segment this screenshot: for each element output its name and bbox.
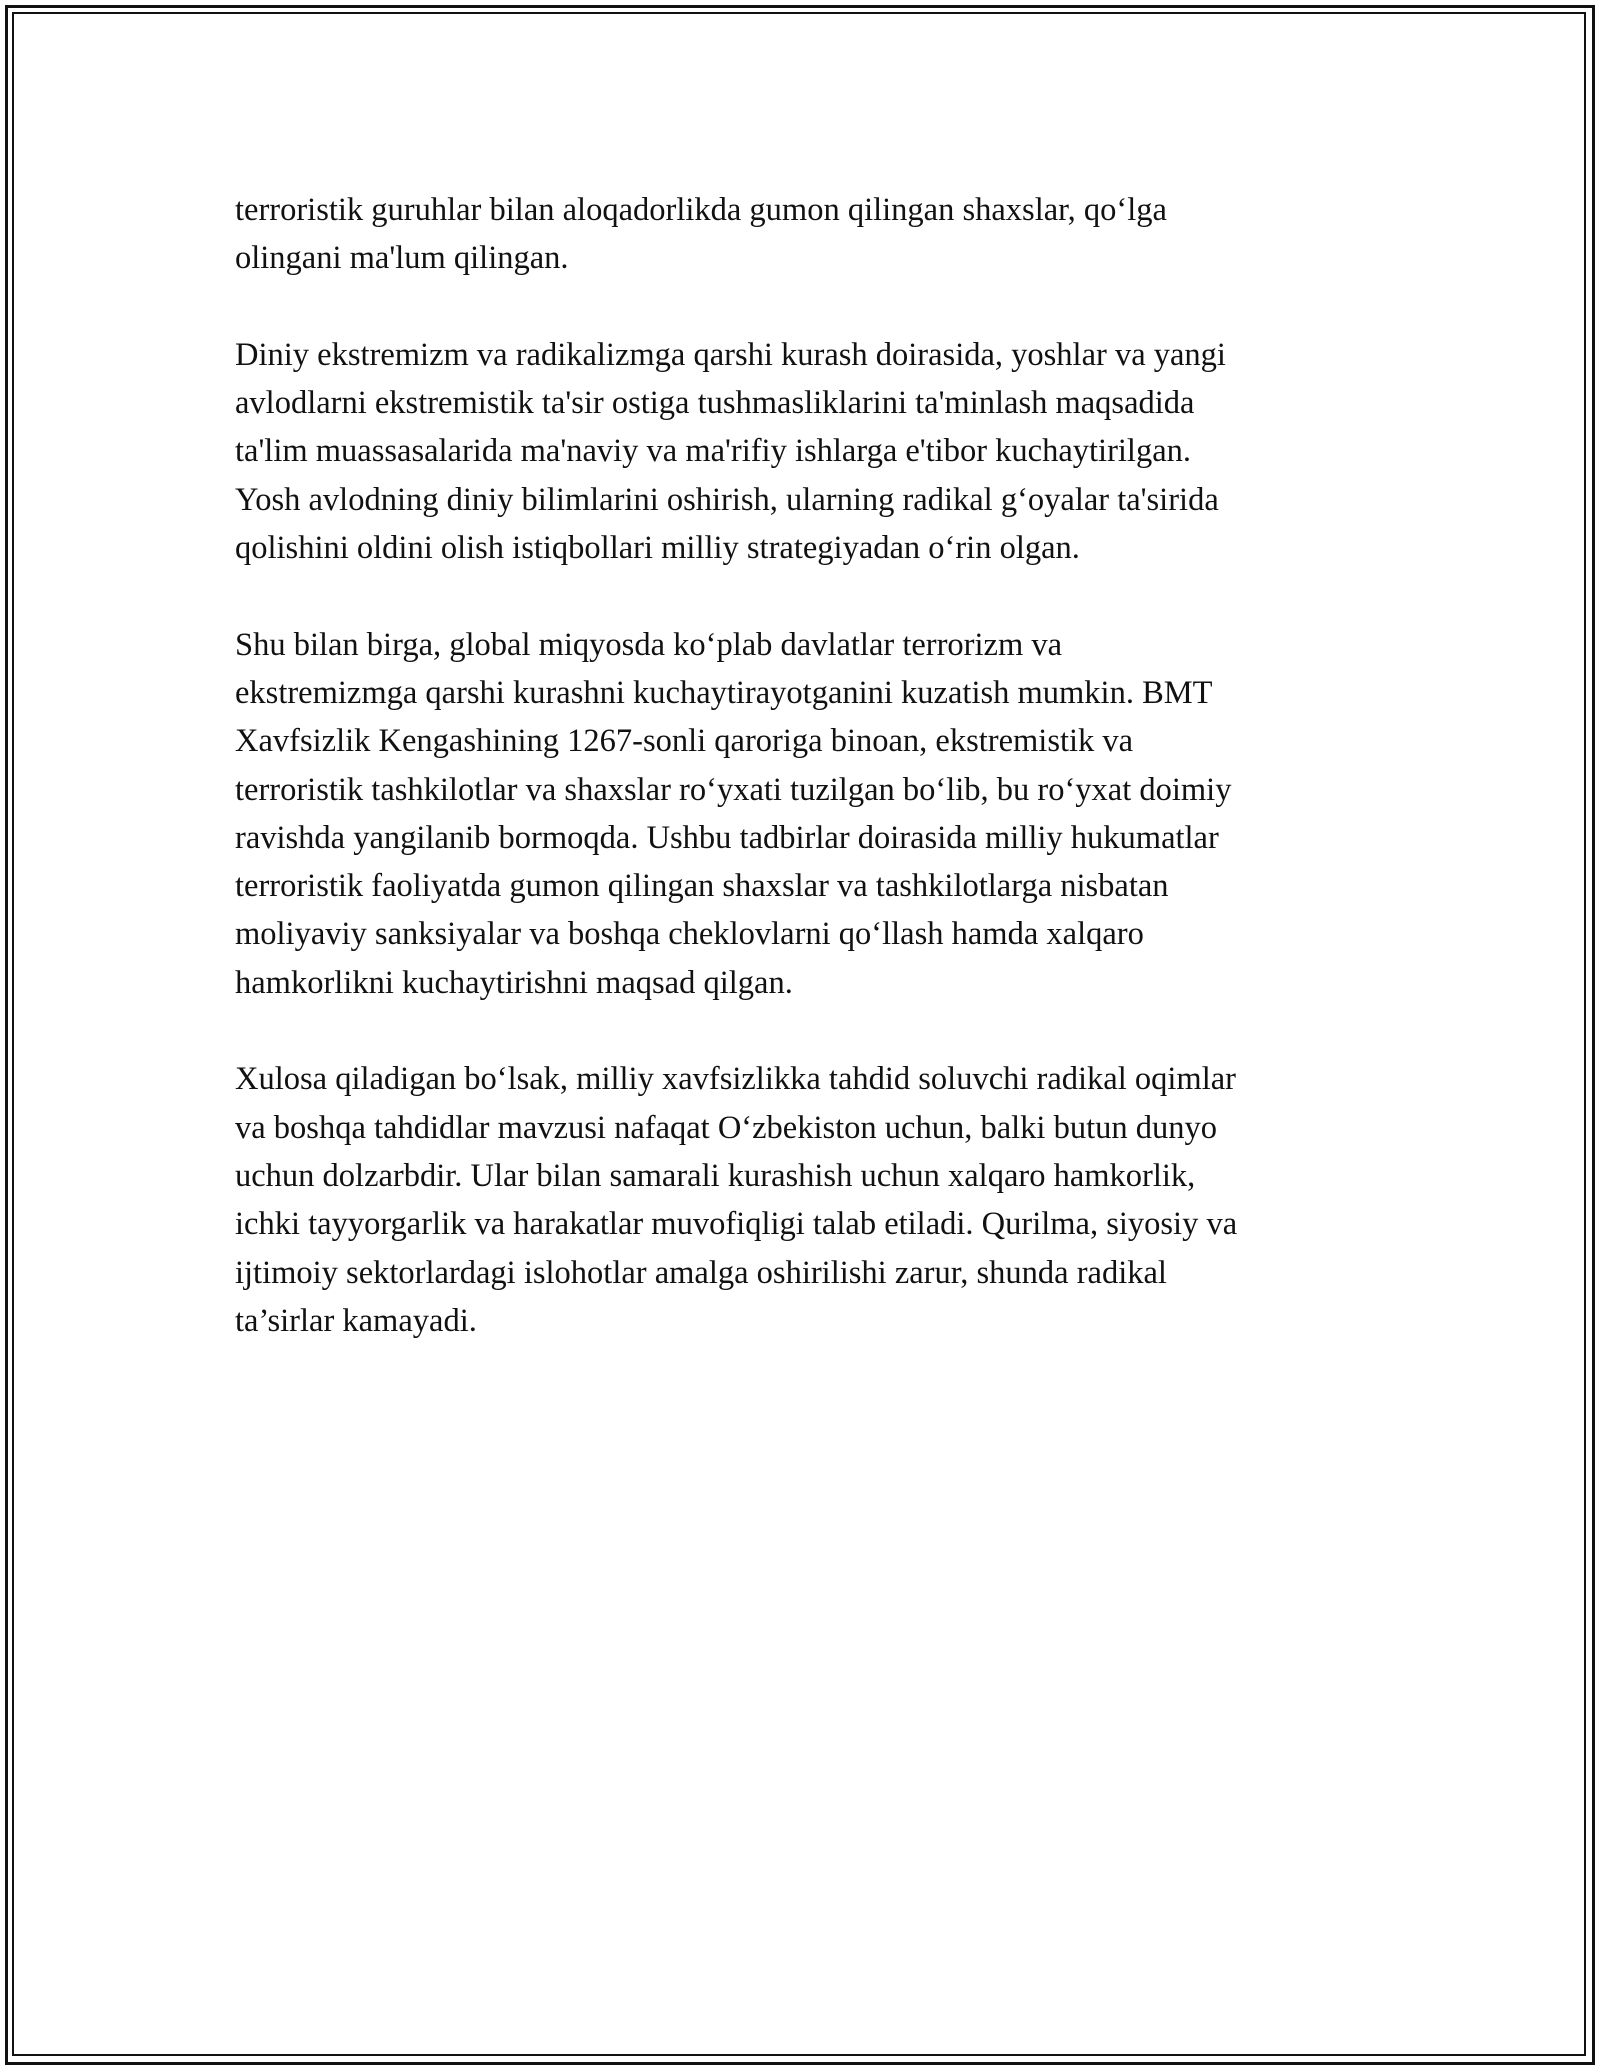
paragraph-line: terroristik faoliyatda gumon qilingan shaxslar va tashkilotlarga nisbatan (235, 868, 1169, 905)
paragraph-line: olingani ma'lum qilingan. (235, 240, 569, 277)
paragraph-line: ekstremizmga qarshi kurashni kuchaytirayotganini kuzatish mumkin. BMT (235, 674, 1213, 711)
paragraph-line: va boshqa tahdidlar mavzusi nafaqat O‘zbekiston uchun, balki butun dunyo (235, 1109, 1217, 1146)
paragraph-line: qolishini oldini olish istiqbollari milliy strategiyadan o‘rin olgan. (235, 530, 1080, 567)
paragraph-line: ta’sirlar kamayadi. (235, 1302, 477, 1339)
paragraph-3 (235, 621, 1395, 1007)
paragraph-line: Diniy ekstremizm va radikalizmga qarshi kurash doirasida, yoshlar va yangi (235, 336, 1226, 373)
paragraph-line: moliyaviy sanksiyalar va boshqa cheklovlarni qo‘llash hamda xalqaro (235, 916, 1144, 953)
paragraph-line: hamkorlikni kuchaytirishni maqsad qilgan. (235, 964, 793, 1001)
paragraph-line: ichki tayyorgarlik va harakatlar muvofiqligi talab etiladi. Qurilma, siyosiy va (235, 1206, 1238, 1243)
paragraph-line: ta'lim muassasalarida ma'naviy va ma'rifiy ishlarga e'tibor kuchaytirilgan. (235, 433, 1192, 470)
paragraph-line: ijtimoiy sektorlardagi islohotlar amalga oshirilishi zarur, shunda radikal (235, 1254, 1167, 1291)
paragraph-line: Xulosa qiladigan bo‘lsak, milliy xavfsizlikka tahdid soluvchi radikal oqimlar (235, 1061, 1236, 1098)
paragraph-line: uchun dolzarbdir. Ular bilan samarali kurashish uchun xalqaro hamkorlik, (235, 1157, 1196, 1194)
paragraph-line: Yosh avlodning diniy bilimlarini oshirish, ularning radikal g‘oyalar ta'sirida (235, 481, 1219, 518)
paragraph-line: Xavfsizlik Kengashining 1267-sonli qaroriga binoan, ekstremistik va (235, 723, 1134, 760)
paragraph-line: terroristik tashkilotlar va shaxslar ro‘yxati tuzilgan bo‘lib, bu ro‘yxat doimiy (235, 771, 1232, 808)
document-body (235, 186, 1395, 1393)
paragraph-2 (235, 331, 1395, 572)
paragraph-line: ravishda yangilanib bormoqda. Ushbu tadbirlar doirasida milliy hukumatlar (235, 819, 1219, 856)
paragraph-1 (235, 186, 1395, 283)
paragraph-4 (235, 1055, 1395, 1345)
paragraph-line: Shu bilan birga, global miqyosda ko‘plab davlatlar terrorizm va (235, 626, 1063, 663)
paragraph-line: terroristik guruhlar bilan aloqadorlikda gumon qilingan shaxslar, qo‘lga (235, 192, 1167, 228)
paragraph-line: avlodlarni ekstremistik ta'sir ostiga tushmasliklarini ta'minlash maqsadida (235, 385, 1195, 422)
